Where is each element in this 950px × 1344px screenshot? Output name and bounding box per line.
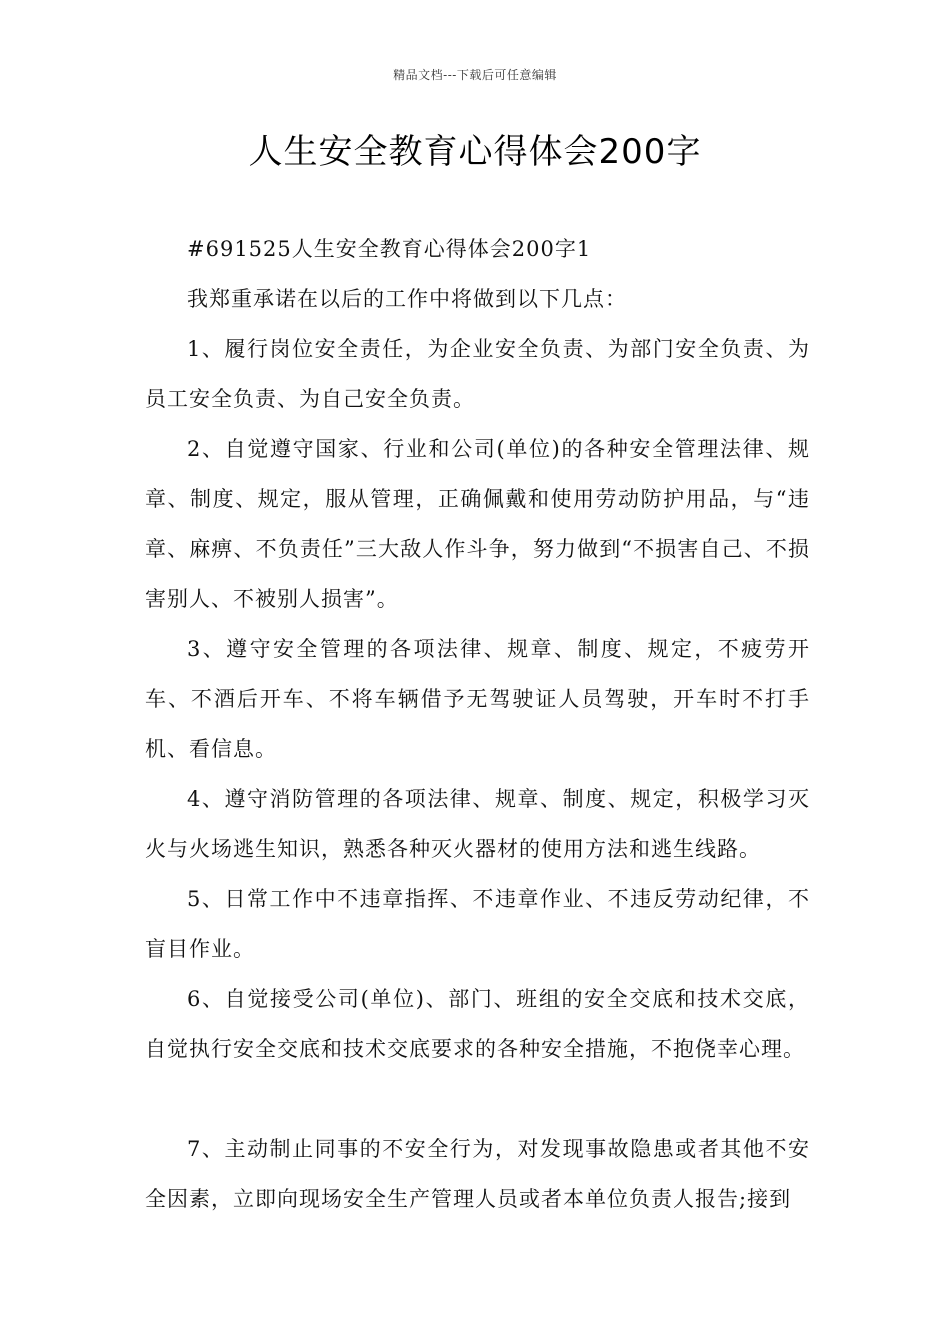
paragraph-item-6: 6、自觉接受公司(单位)、部门、班组的安全交底和技术交底，自觉执行安全交底和技术交底要求的各种安全措施，不抱侥幸心理。 bbox=[145, 987, 810, 1061]
header-note: 精品文档---下载后可任意编辑 bbox=[393, 68, 557, 82]
paragraph-item-7: 7、主动制止同事的不安全行为，对发现事故隐患或者其他不安全因素，立即向现场安全生产管理人员或者本单位负责人报告;接到 bbox=[145, 1137, 810, 1211]
paragraph-heading-id: #691525人生安全教育心得体会200字1 bbox=[187, 237, 592, 261]
paragraph-item-2: 2、自觉遵守国家、行业和公司(单位)的各种安全管理法律、规章、制度、规定，服从管理，正确佩戴和使用劳动防护用品，与“违章、麻痹、不负责任”三大敌人作斗争，努力做到“不损害自己、不损害别人、不被别人损害”。 bbox=[145, 437, 810, 611]
paragraph-item-5: 5、日常工作中不违章指挥、不违章作业、不违反劳动纪律，不盲目作业。 bbox=[145, 887, 810, 961]
paragraph-item-4: 4、遵守消防管理的各项法律、规章、制度、规定，积极学习灭火与火场逃生知识，熟悉各种灭火器材的使用方法和逃生线路。 bbox=[145, 787, 810, 861]
document-body bbox=[145, 224, 810, 1224]
paragraph-item-1: 1、履行岗位安全责任，为企业安全负责、为部门安全负责、为员工安全负责、为自己安全负责。 bbox=[145, 337, 810, 411]
paragraph-intro: 我郑重承诺在以后的工作中将做到以下几点： bbox=[187, 287, 627, 311]
document-title: 人生安全教育心得体会200字 bbox=[248, 132, 702, 172]
paragraph-item-3: 3、遵守安全管理的各项法律、规章、制度、规定，不疲劳开车、不酒后开车、不将车辆借予无驾驶证人员驾驶，开车时不打手机、看信息。 bbox=[145, 637, 810, 761]
